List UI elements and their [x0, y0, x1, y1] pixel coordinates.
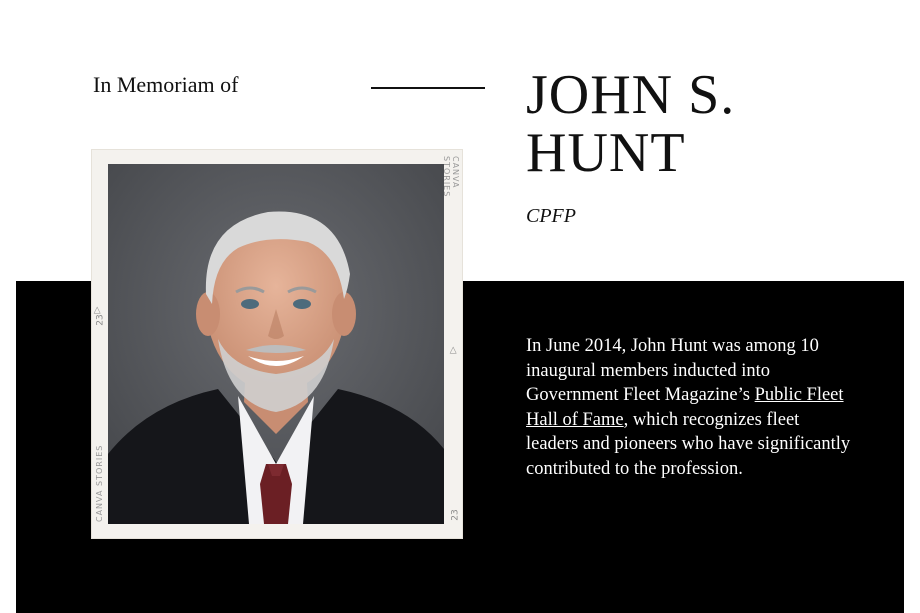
- person-name: [526, 66, 735, 182]
- frame-number-right: 23: [450, 509, 461, 521]
- memoriam-label: In Memoriam of: [93, 72, 239, 97]
- credential: CPFP: [526, 205, 576, 227]
- hall-of-fame-link[interactable]: Public Fleet Hall of Fame: [526, 385, 844, 430]
- name-line-2: HUNT: [526, 122, 686, 184]
- frame-arrow-icon-right: ▷: [448, 346, 459, 354]
- portrait-illustration: [108, 164, 444, 524]
- frame-number-left: 23: [95, 314, 106, 326]
- horizontal-divider: [371, 87, 485, 89]
- frame-arrow-icon-left: ▷: [92, 306, 103, 314]
- name-line-1: JOHN S.: [526, 64, 736, 126]
- photo-frame: [92, 150, 462, 538]
- portrait-photo: [108, 164, 444, 524]
- bio-text-part1: In June 2014, John Hunt was among 10 inaugural members inducted into Government Fleet Magazine’s: [526, 336, 819, 405]
- biography-text: [526, 334, 856, 481]
- frame-brand-text-top: CANVA STORIES: [442, 156, 460, 198]
- frame-brand-text-bottom: CANVA STORIES: [95, 444, 104, 522]
- bio-text-part2: , which recognizes fleet leaders and pioneers who have significantly contributed to the profession.: [526, 409, 851, 479]
